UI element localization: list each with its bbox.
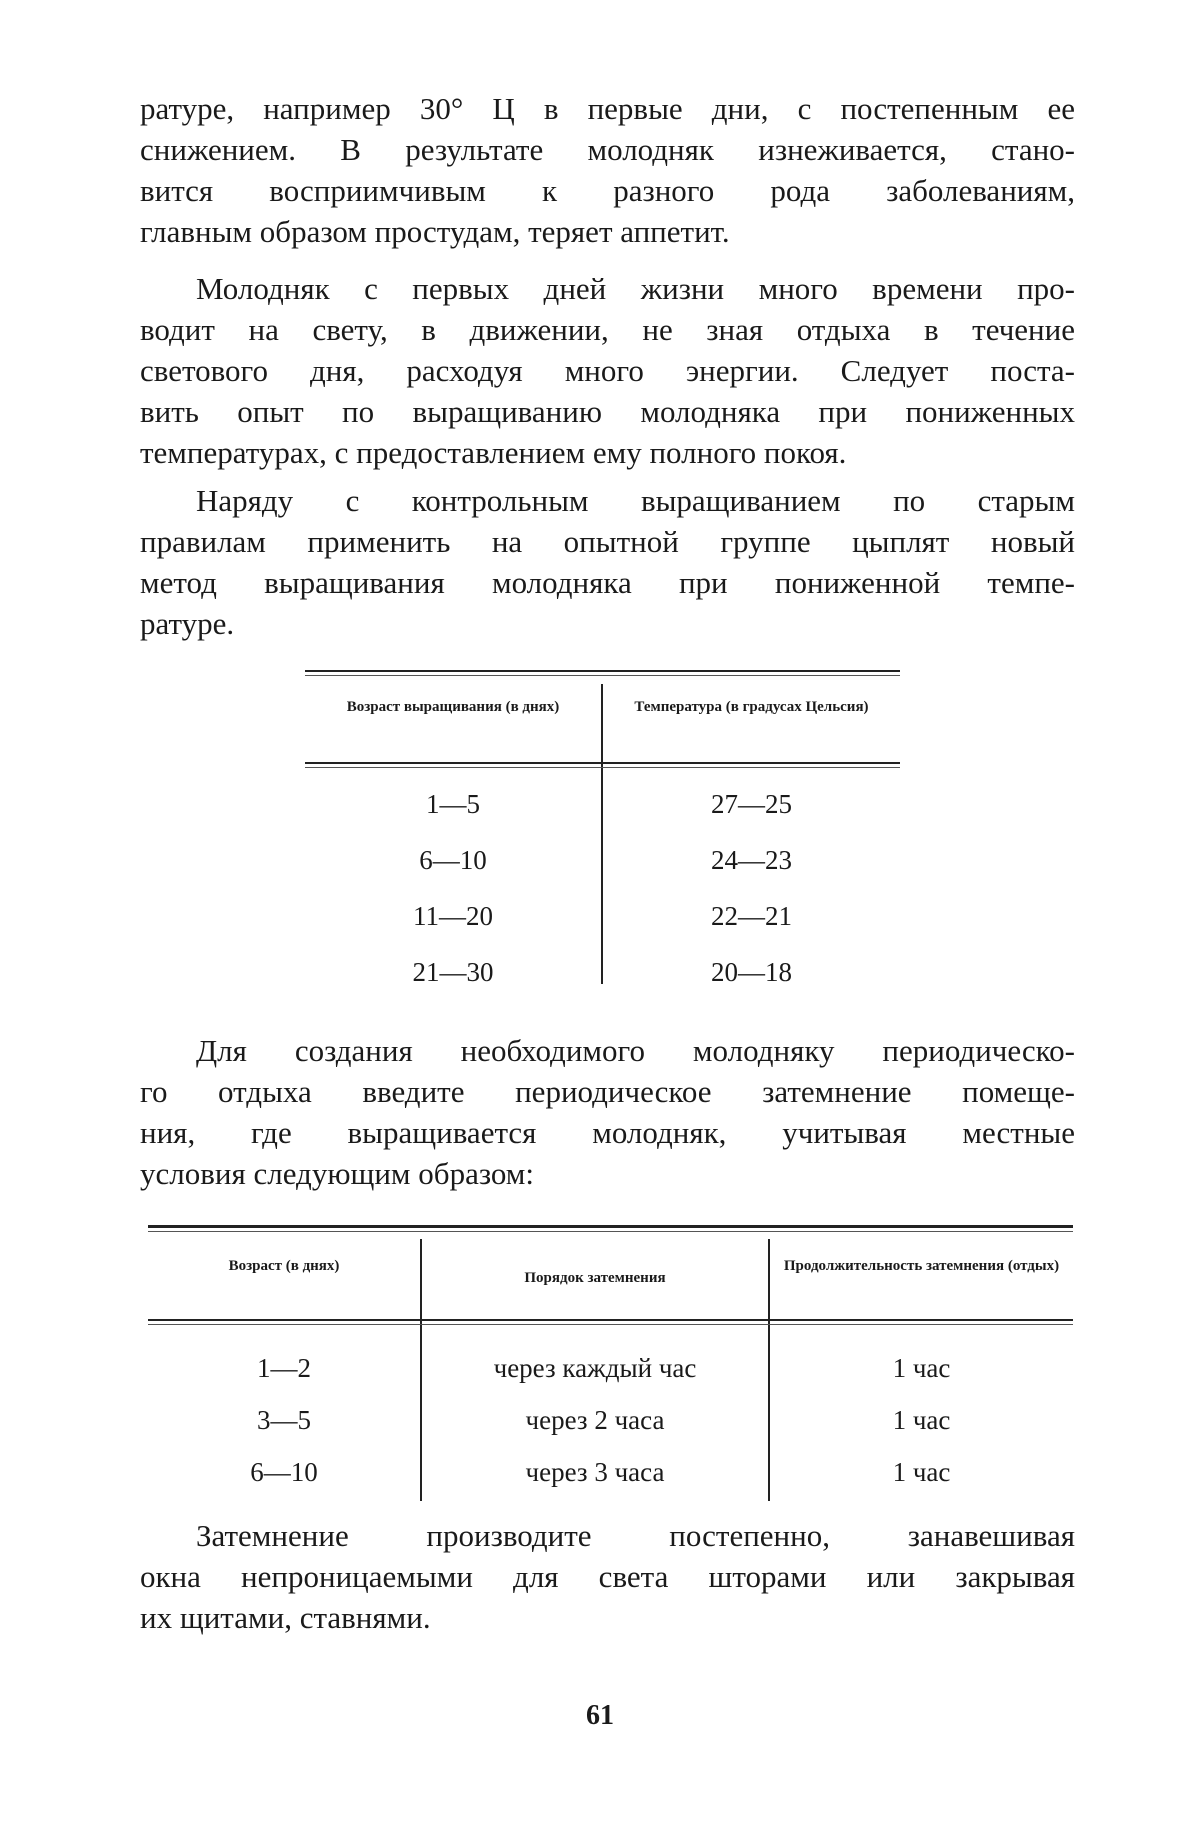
text-line: метод выращивания молодняка при пониженной темпе-: [140, 562, 1075, 603]
text-line: температурах, с предоставлением ему полного покоя.: [140, 432, 1075, 473]
text-line: водит на свету, в движении, не зная отдыха в течение: [140, 309, 1075, 350]
column-header-order: Порядок затемнения: [422, 1269, 768, 1288]
age-cell: 21—30: [305, 952, 601, 992]
text-line: Наряду с контрольным выращиванием по старым: [140, 480, 1075, 521]
table-row: [148, 1447, 1073, 1497]
text-line: правилам применить на опытной группе цыплят новый: [140, 521, 1075, 562]
table-rule: [305, 762, 900, 768]
age-cell: 11—20: [305, 896, 601, 936]
age-cell: 6—10: [305, 840, 601, 880]
column-header-age: Возраст (в днях): [148, 1257, 420, 1276]
column-header-age: Возраст выращивания (в днях): [305, 698, 601, 716]
text-line: ния, где выращивается молодняк, учитывая местные: [140, 1112, 1075, 1153]
text-line: их щитами, ставнями.: [140, 1597, 1075, 1638]
table-row: [148, 1395, 1073, 1445]
column-header-temperature: Температура (в градусах Цельсия): [603, 698, 900, 716]
text-line: вится восприимчивым к разного рода заболеваниям,: [140, 170, 1075, 211]
temperature-cell: 27—25: [603, 784, 900, 824]
duration-cell: 1 час: [770, 1343, 1073, 1393]
paragraph-5: [140, 1515, 1075, 1638]
book-page: [0, 0, 1200, 1840]
text-line: Затемнение производите постепенно, занавешивая: [140, 1515, 1075, 1556]
column-header-duration: Продолжительность затемнения (отдых): [770, 1257, 1073, 1276]
text-line: Молодняк с первых дней жизни много времени про-: [140, 268, 1075, 309]
table-row: [305, 840, 900, 880]
text-line: ратуре, например 30° Ц в первые дни, с постепенным ее: [140, 88, 1075, 129]
text-line: светового дня, расходуя много энергии. Следует поста-: [140, 350, 1075, 391]
temperature-cell: 20—18: [603, 952, 900, 992]
text-line: главным образом простудам, теряет аппетит.: [140, 211, 1075, 252]
order-cell: через каждый час: [422, 1343, 768, 1393]
text-line: условия следующим образом:: [140, 1153, 1075, 1194]
text-line: снижением. В результате молодняк изнеживается, стано-: [140, 129, 1075, 170]
table-rule: [148, 1225, 1073, 1232]
text-line: Для создания необходимого молодняку периодическо-: [140, 1030, 1075, 1071]
page-number: 61: [0, 1700, 1200, 1732]
darkening-table: [148, 1225, 1073, 1495]
age-cell: 1—5: [305, 784, 601, 824]
table-row: [305, 896, 900, 936]
text-line: го отдыха введите периодическое затемнение помеще-: [140, 1071, 1075, 1112]
temperature-cell: 22—21: [603, 896, 900, 936]
age-cell: 3—5: [148, 1395, 420, 1445]
temperature-cell: 24—23: [603, 840, 900, 880]
duration-cell: 1 час: [770, 1447, 1073, 1497]
order-cell: через 3 часа: [422, 1447, 768, 1497]
paragraph-1: [140, 88, 1075, 252]
order-cell: через 2 часа: [422, 1395, 768, 1445]
paragraph-4: [140, 1030, 1075, 1194]
table-row: [305, 952, 900, 992]
text-line: окна непроницаемыми для света шторами или закрывая: [140, 1556, 1075, 1597]
temperature-table: [305, 670, 900, 990]
paragraph-3: [140, 480, 1075, 644]
duration-cell: 1 час: [770, 1395, 1073, 1445]
paragraph-2: [140, 268, 1075, 473]
table-rule: [305, 670, 900, 676]
table-row: [305, 784, 900, 824]
text-line: вить опыт по выращиванию молодняка при пониженных: [140, 391, 1075, 432]
column-divider: [601, 684, 603, 984]
age-cell: 1—2: [148, 1343, 420, 1393]
table-row: [148, 1343, 1073, 1393]
text-line: ратуре.: [140, 603, 1075, 644]
table-rule: [148, 1319, 1073, 1325]
age-cell: 6—10: [148, 1447, 420, 1497]
